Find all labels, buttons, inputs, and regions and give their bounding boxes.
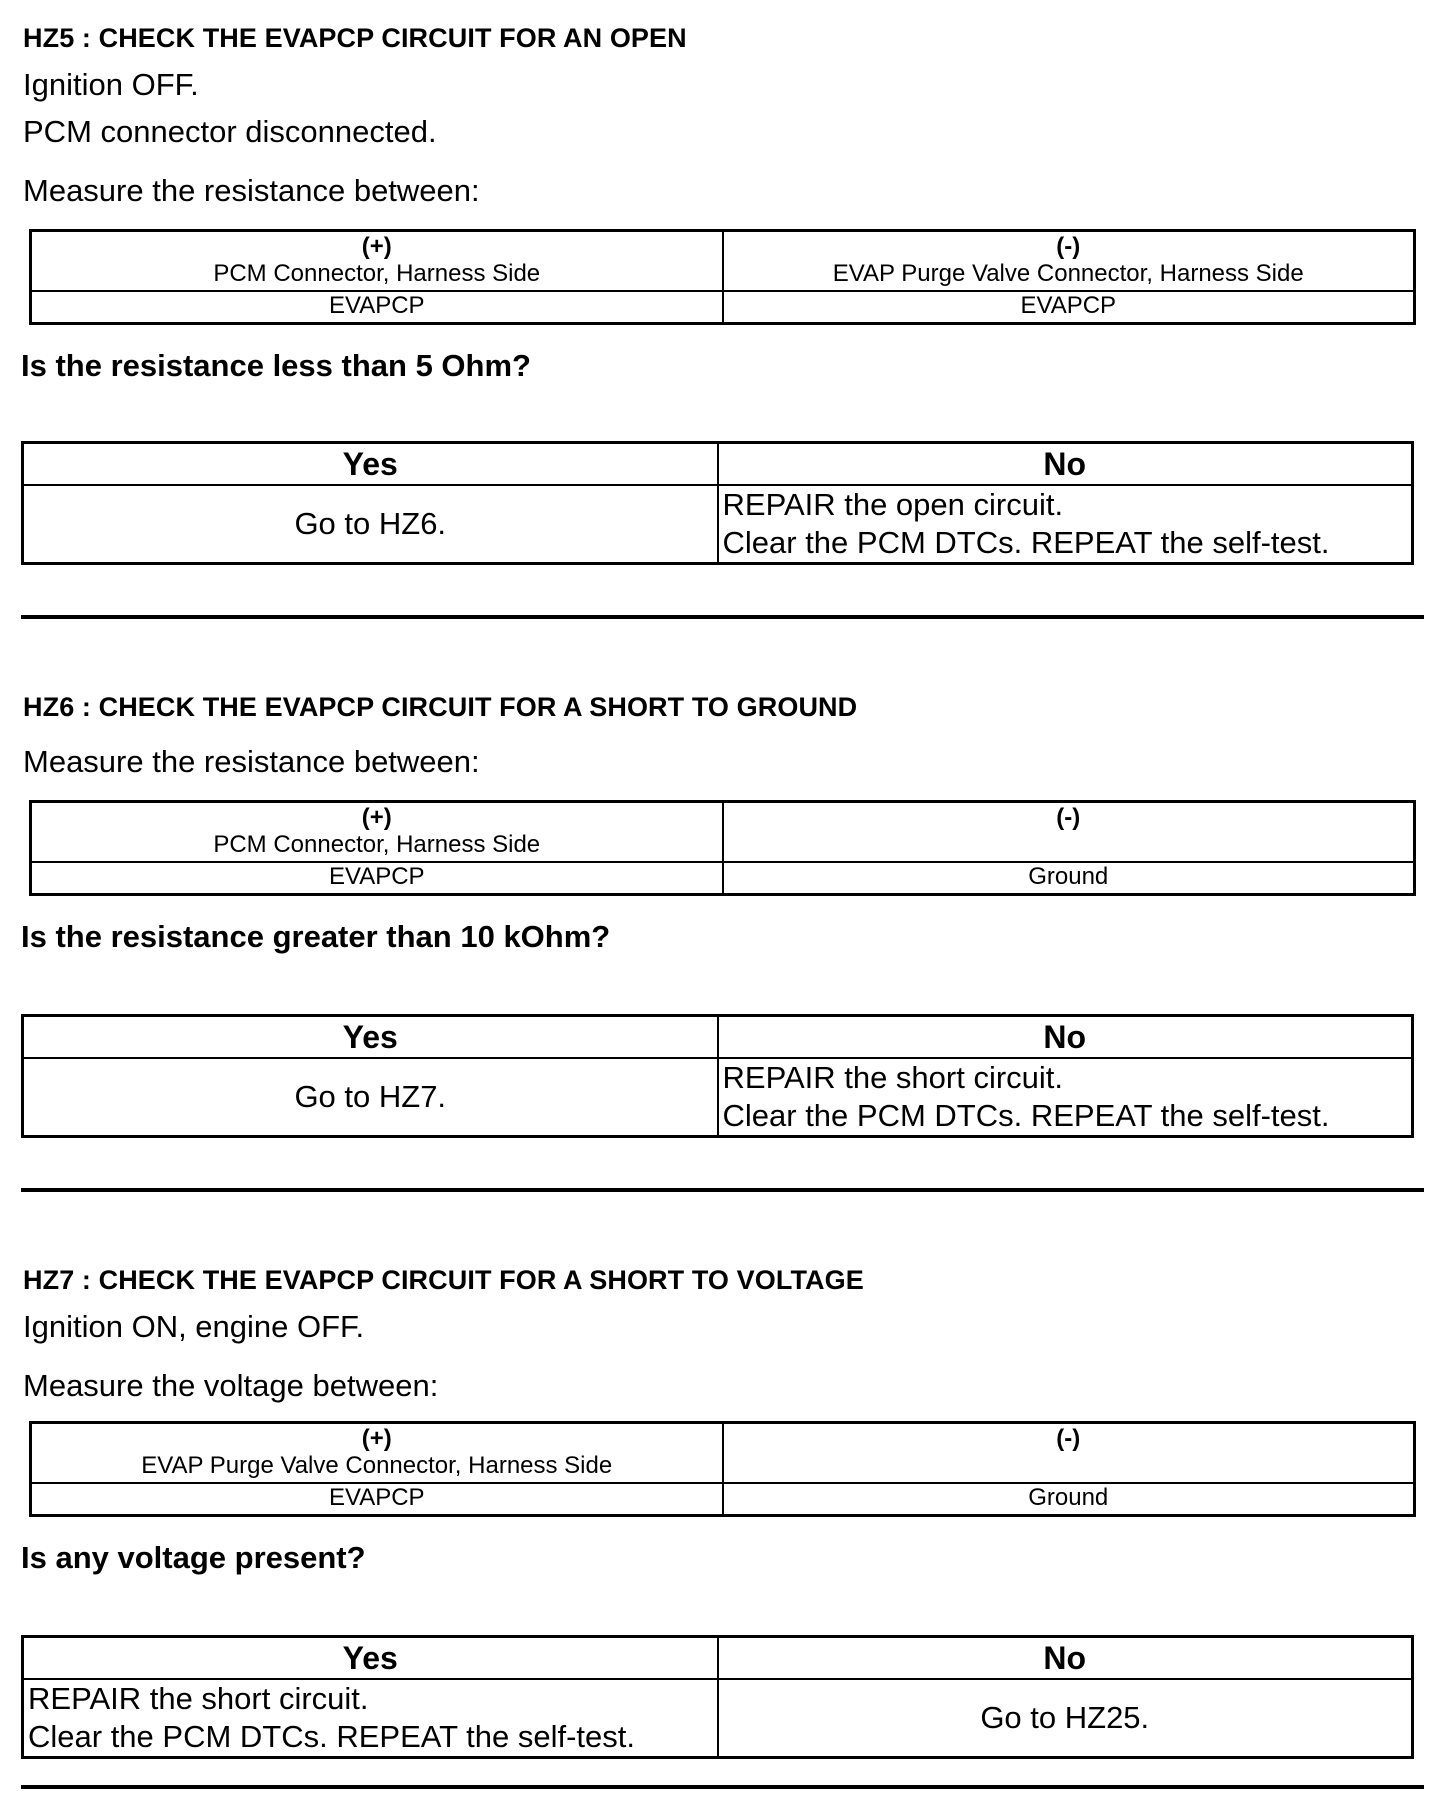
- hz7-minus-value: Ground: [723, 1483, 1415, 1516]
- hz6-plus-label: PCM Connector, Harness Side: [213, 831, 541, 858]
- hz7-result-table: [21, 1635, 1414, 1759]
- hz6-yes-header: Yes: [23, 1016, 718, 1059]
- hz5-divider: [21, 615, 1424, 619]
- hz6-minus-sign: (-): [1056, 804, 1081, 831]
- hz6-plus-value: EVAPCP: [31, 862, 723, 895]
- hz6-result-table: [21, 1014, 1414, 1138]
- hz5-yes-line-1: Go to HZ6.: [294, 506, 447, 541]
- hz6-divider: [21, 1188, 1424, 1192]
- hz7-yes-line-1: REPAIR the short circuit.: [28, 1681, 369, 1716]
- hz5-measure-label: Measure the resistance between:: [23, 173, 480, 208]
- hz6-measure-label: Measure the resistance between:: [23, 744, 480, 779]
- hz7-yes-action: [23, 1679, 718, 1758]
- hz7-plus-value: EVAPCP: [31, 1483, 723, 1516]
- hz5-condition-2: PCM connector disconnected.: [23, 114, 437, 149]
- hz7-yes-line-2: Clear the PCM DTCs. REPEAT the self-test.: [28, 1719, 635, 1754]
- hz7-yes-header: Yes: [23, 1637, 718, 1680]
- hz6-measure-table: [29, 800, 1416, 896]
- hz5-no-action: [718, 485, 1413, 564]
- hz6-plus-cell: [31, 802, 723, 863]
- hz7-measure-table: [29, 1421, 1416, 1517]
- hz6-no-line-2: Clear the PCM DTCs. REPEAT the self-test.: [722, 1098, 1330, 1133]
- hz6-yes-action: [23, 1058, 718, 1137]
- hz7-divider: [21, 1785, 1424, 1789]
- hz7-no-line-1: Go to HZ25.: [980, 1700, 1150, 1735]
- hz6-plus-sign: (+): [361, 804, 392, 831]
- hz7-measure-label: Measure the voltage between:: [23, 1368, 439, 1403]
- hz7-condition-1: Ignition ON, engine OFF.: [23, 1309, 365, 1344]
- hz5-measure-table: [29, 229, 1416, 325]
- hz7-minus-cell: [723, 1423, 1415, 1484]
- hz6-minus-cell: [723, 802, 1415, 863]
- hz5-minus-sign: (-): [1056, 233, 1081, 260]
- hz6-yes-line-1: Go to HZ7.: [294, 1079, 447, 1114]
- hz5-no-header: No: [718, 443, 1413, 486]
- hz5-plus-value: EVAPCP: [31, 291, 723, 324]
- hz5-no-line-2: Clear the PCM DTCs. REPEAT the self-test.: [722, 525, 1330, 560]
- hz6-question: Is the resistance greater than 10 kOhm?: [21, 919, 611, 954]
- hz7-heading: HZ7 : CHECK THE EVAPCP CIRCUIT FOR A SHORT TO VOLTAGE: [23, 1265, 864, 1295]
- hz6-minus-value: Ground: [723, 862, 1415, 895]
- hz5-condition-1: Ignition OFF.: [23, 67, 199, 102]
- hz5-yes-header: Yes: [23, 443, 718, 486]
- hz7-no-header: No: [718, 1637, 1413, 1680]
- hz5-minus-cell: [723, 231, 1415, 292]
- hz5-yes-action: [23, 485, 718, 564]
- hz5-minus-label: EVAP Purge Valve Connector, Harness Side: [832, 260, 1304, 287]
- hz5-no-line-1: REPAIR the open circuit.: [722, 487, 1064, 522]
- hz5-minus-value: EVAPCP: [723, 291, 1415, 324]
- hz5-heading: HZ5 : CHECK THE EVAPCP CIRCUIT FOR AN OPEN: [23, 23, 687, 53]
- hz6-no-line-1: REPAIR the short circuit.: [722, 1060, 1064, 1095]
- hz5-plus-cell: [31, 231, 723, 292]
- hz7-minus-sign: (-): [1056, 1425, 1081, 1452]
- hz7-plus-cell: [31, 1423, 723, 1484]
- hz7-plus-label: EVAP Purge Valve Connector, Harness Side: [141, 1452, 613, 1479]
- hz5-plus-label: PCM Connector, Harness Side: [213, 260, 541, 287]
- hz5-result-table: [21, 441, 1414, 565]
- hz5-question: Is the resistance less than 5 Ohm?: [21, 348, 531, 383]
- hz7-question: Is any voltage present?: [21, 1540, 366, 1575]
- hz6-no-header: No: [718, 1016, 1413, 1059]
- hz7-no-action: [718, 1679, 1413, 1758]
- hz6-no-action: [718, 1058, 1413, 1137]
- hz6-heading: HZ6 : CHECK THE EVAPCP CIRCUIT FOR A SHORT TO GROUND: [23, 692, 858, 722]
- hz7-plus-sign: (+): [361, 1425, 392, 1452]
- hz5-plus-sign: (+): [361, 233, 392, 260]
